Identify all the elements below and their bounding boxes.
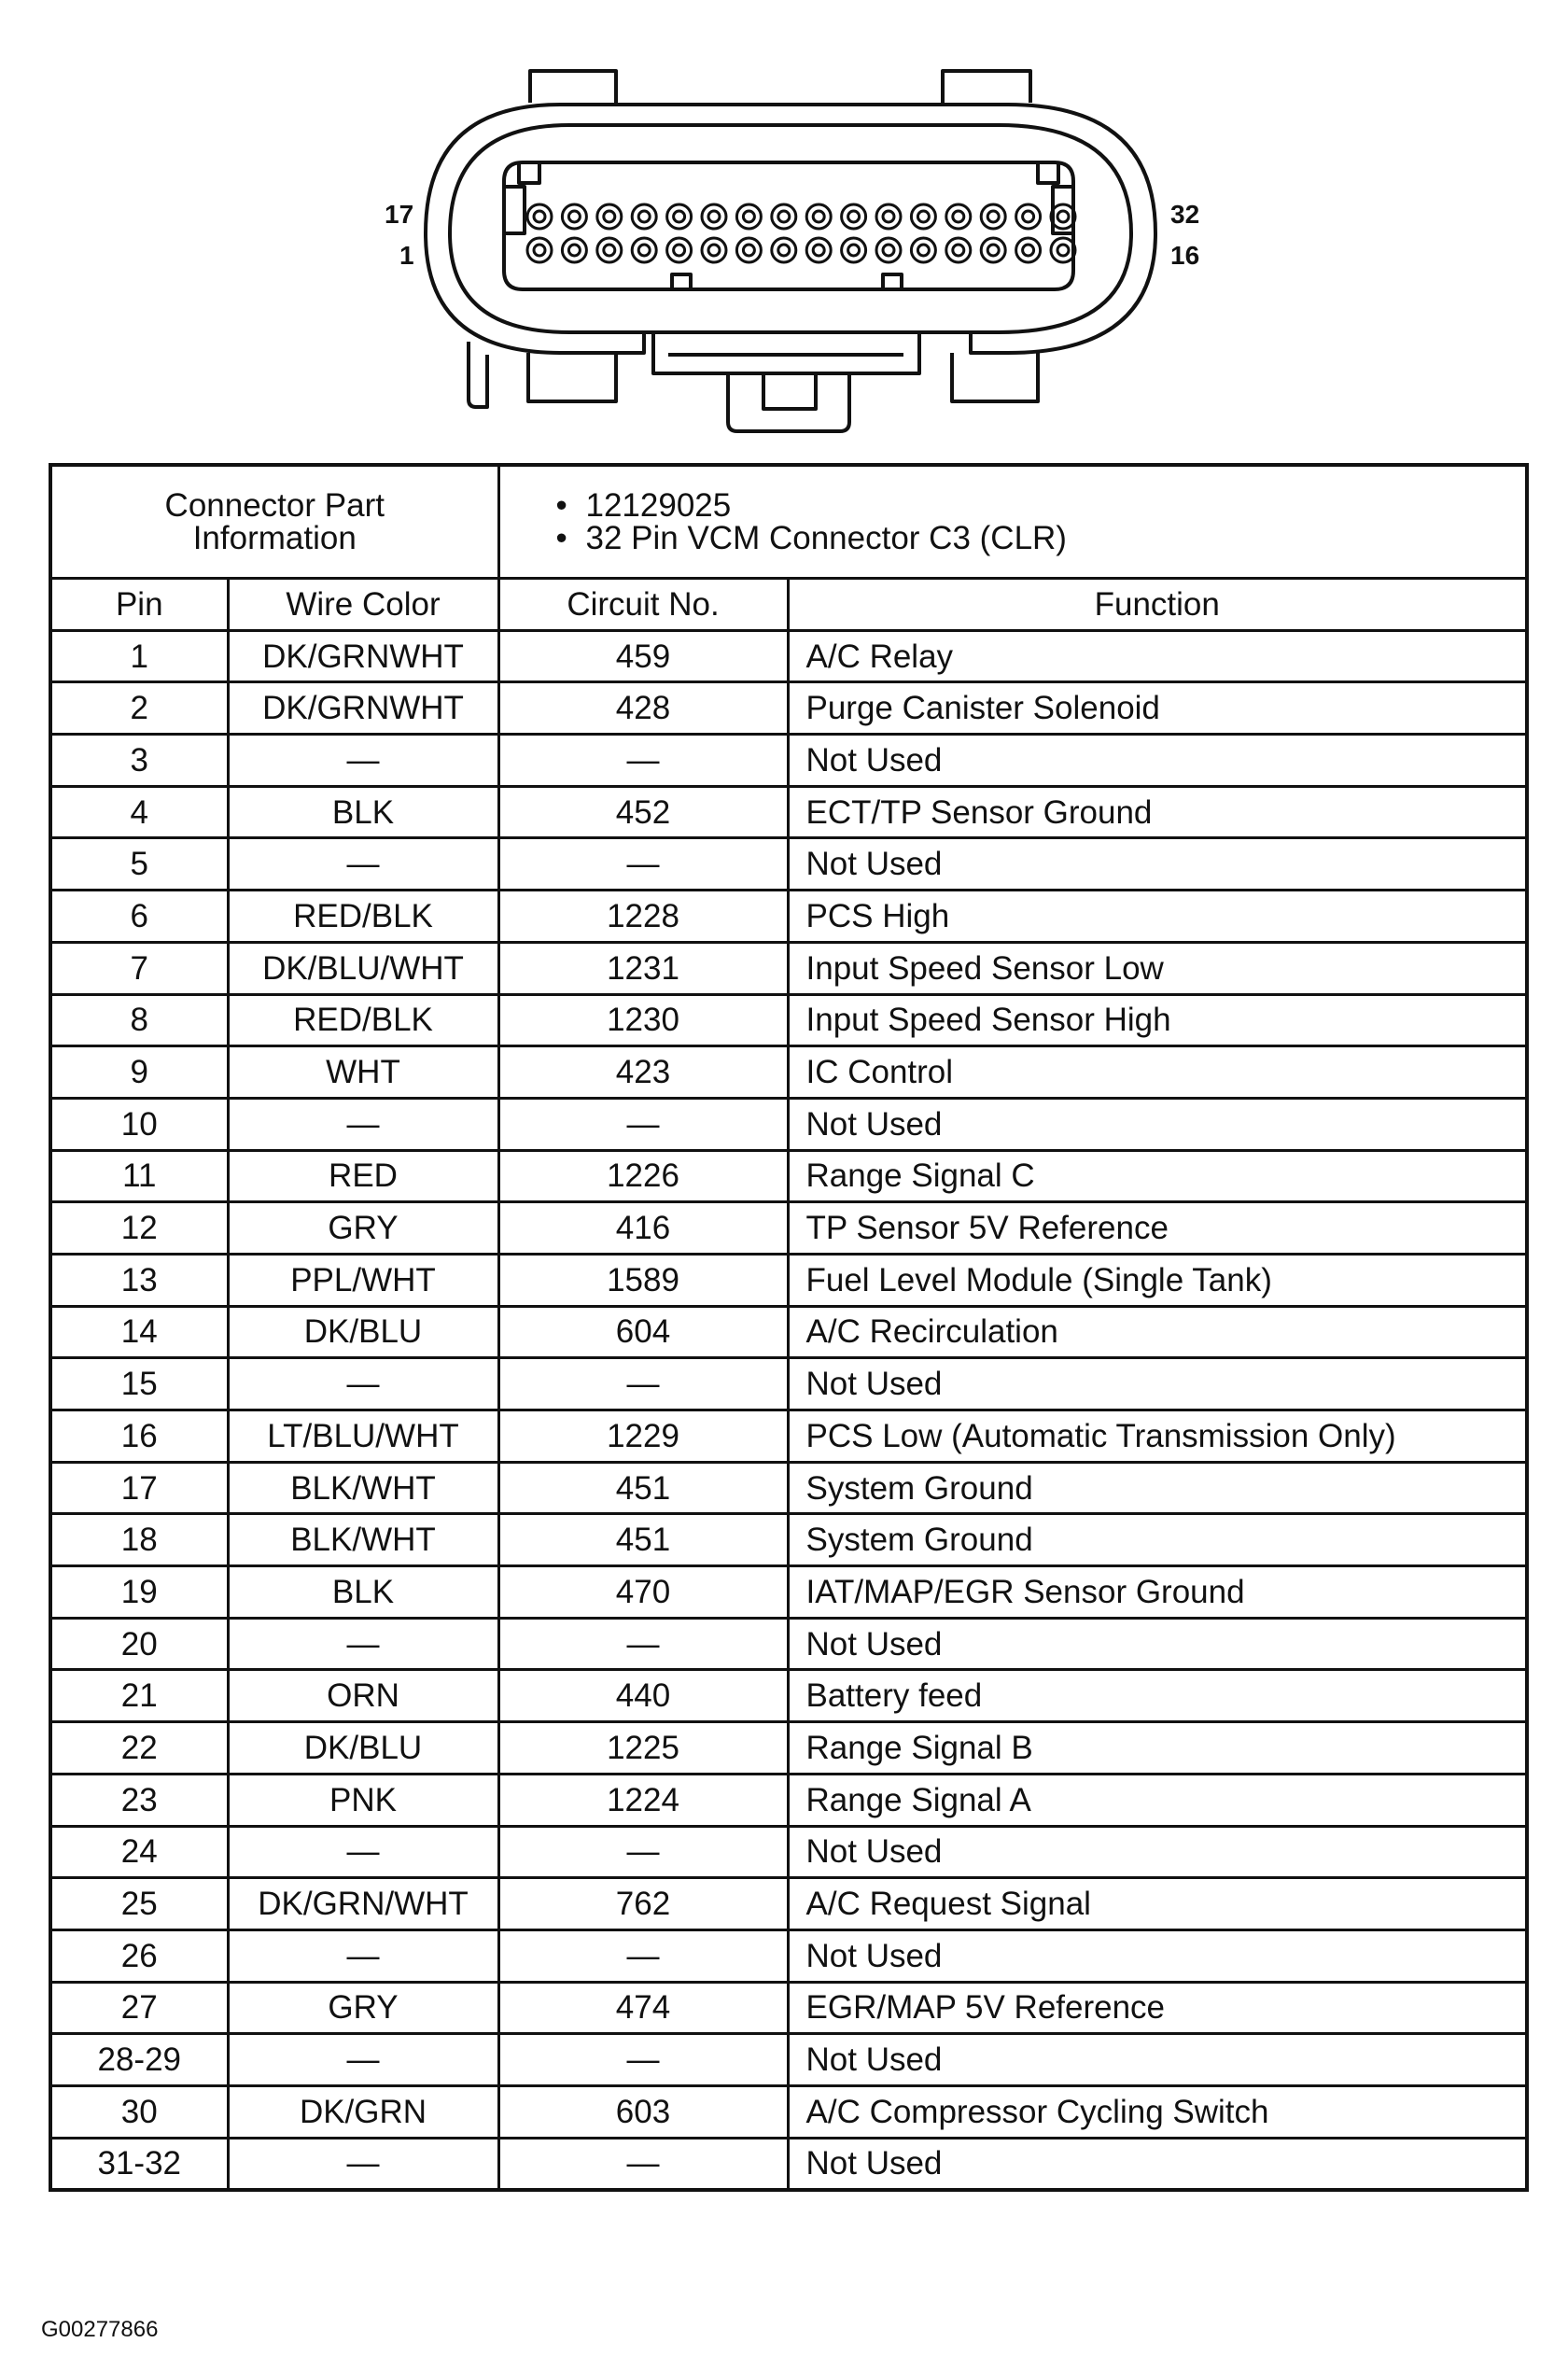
table-row [50, 1774, 1527, 1826]
pin-cell: 16 [50, 1410, 228, 1463]
wire-color-cell: RED [228, 1150, 498, 1202]
function-cell: EGR/MAP 5V Reference [788, 1982, 1527, 2034]
pin-hole [667, 238, 692, 262]
header-circuit-no: Circuit No. [498, 579, 788, 631]
function-cell: TP Sensor 5V Reference [788, 1202, 1527, 1255]
table-row [50, 838, 1527, 891]
pin-hole [1016, 238, 1041, 262]
pin-hole [736, 238, 761, 262]
pin-hole-center [1057, 211, 1069, 222]
table-row [50, 1929, 1527, 1982]
circuit-no-cell: 470 [498, 1566, 788, 1619]
pin-hole-center [743, 211, 754, 222]
pin-cell: 4 [50, 786, 228, 838]
pin-cell: 9 [50, 1046, 228, 1099]
table-row [50, 682, 1527, 735]
connector-description: • 32 Pin VCM Connector C3 (CLR) [555, 520, 1067, 556]
circuit-no-cell: — [498, 1358, 788, 1410]
function-cell: PCS High [788, 891, 1527, 943]
latch-lower [728, 373, 849, 431]
table-row [50, 1462, 1527, 1514]
table-row [50, 1046, 1527, 1099]
cavity-bottom-notch-left [672, 274, 691, 289]
circuit-no-cell: 1231 [498, 942, 788, 994]
pin-hole [876, 238, 901, 262]
table-row [50, 1306, 1527, 1358]
function-cell: Not Used [788, 2034, 1527, 2086]
wire-color-cell: — [228, 1929, 498, 1982]
connector-info-values [498, 465, 1527, 579]
function-cell: A/C Compressor Cycling Switch [788, 2085, 1527, 2138]
pin-hole [772, 204, 796, 229]
wire-color-cell: ORN [228, 1670, 498, 1722]
pin-hole-center [883, 211, 894, 222]
circuit-no-cell: — [498, 735, 788, 787]
pin-hole-center [987, 211, 999, 222]
header-pin: Pin [50, 579, 228, 631]
wire-color-cell: DK/BLU [228, 1306, 498, 1358]
pin-hole-center [743, 245, 754, 256]
function-cell: A/C Request Signal [788, 1878, 1527, 1930]
pin-hole-center [813, 245, 824, 256]
pin-cell: 22 [50, 1722, 228, 1775]
table-row [50, 1150, 1527, 1202]
pin-cell: 20 [50, 1618, 228, 1670]
top-right-tab [943, 71, 1030, 103]
pin-cell: 5 [50, 838, 228, 891]
circuit-no-cell: 1589 [498, 1254, 788, 1306]
cavity-left-key [504, 187, 525, 233]
table-row [50, 735, 1527, 787]
pin-cell: 10 [50, 1098, 228, 1150]
circuit-no-cell: — [498, 1618, 788, 1670]
wire-color-cell: — [228, 1826, 498, 1878]
function-cell: System Ground [788, 1462, 1527, 1514]
pin-hole [632, 238, 656, 262]
pin-hole-center [848, 211, 860, 222]
pin-cell: 6 [50, 891, 228, 943]
pin-hole [946, 238, 971, 262]
table-row [50, 2138, 1527, 2190]
function-cell: System Ground [788, 1514, 1527, 1566]
pin-cell: 26 [50, 1929, 228, 1982]
pin-hole [736, 204, 761, 229]
function-cell: ECT/TP Sensor Ground [788, 786, 1527, 838]
wire-color-cell: DK/GRNWHT [228, 682, 498, 735]
wire-color-cell: PNK [228, 1774, 498, 1826]
circuit-no-cell: 451 [498, 1462, 788, 1514]
wire-color-cell: — [228, 2034, 498, 2086]
function-cell: Not Used [788, 1098, 1527, 1150]
table-row [50, 1826, 1527, 1878]
latch-lower-detail [763, 373, 816, 409]
circuit-no-cell: 474 [498, 1982, 788, 2034]
pin-label-17: 17 [385, 200, 414, 229]
function-cell: Fuel Level Module (Single Tank) [788, 1254, 1527, 1306]
pin-cell: 8 [50, 994, 228, 1046]
pin-hole [842, 238, 866, 262]
circuit-no-cell: 1230 [498, 994, 788, 1046]
function-cell: Range Signal B [788, 1722, 1527, 1775]
function-cell: Range Signal A [788, 1774, 1527, 1826]
wire-color-cell: — [228, 1358, 498, 1410]
cavity-top-notch-left [519, 162, 539, 183]
table-row [50, 1722, 1527, 1775]
circuit-no-cell: 428 [498, 682, 788, 735]
pin-cell: 3 [50, 735, 228, 787]
connector-info-label: Connector Part Information [50, 465, 498, 579]
pin-hole [911, 238, 935, 262]
pin-label-1: 1 [399, 241, 414, 270]
circuit-no-cell: 451 [498, 1514, 788, 1566]
circuit-no-cell: 1228 [498, 891, 788, 943]
pin-hole-center [778, 245, 790, 256]
pin-hole-center [1023, 245, 1034, 256]
pin-hole-center [708, 211, 720, 222]
function-cell: Not Used [788, 2138, 1527, 2190]
pin-cell: 17 [50, 1462, 228, 1514]
wire-color-cell: — [228, 838, 498, 891]
wire-color-cell: RED/BLK [228, 891, 498, 943]
top-left-tab [530, 71, 616, 103]
pin-hole [1016, 204, 1041, 229]
circuit-no-cell: 416 [498, 1202, 788, 1255]
table-row [50, 994, 1527, 1046]
function-cell: Input Speed Sensor Low [788, 942, 1527, 994]
wire-color-cell: DK/BLU [228, 1722, 498, 1775]
function-cell: Not Used [788, 735, 1527, 787]
table-row [50, 630, 1527, 682]
table-row [50, 1878, 1527, 1930]
pin-label-16: 16 [1170, 241, 1200, 270]
circuit-no-cell: 762 [498, 1878, 788, 1930]
pin-hole [876, 204, 901, 229]
pin-hole-center [638, 211, 650, 222]
table-row [50, 2034, 1527, 2086]
header-row [50, 579, 1527, 631]
table-row [50, 1358, 1527, 1410]
pin-hole [597, 204, 622, 229]
circuit-no-cell: — [498, 1826, 788, 1878]
connector-diagram [0, 0, 1568, 448]
function-cell: IAT/MAP/EGR Sensor Ground [788, 1566, 1527, 1619]
circuit-no-cell: 603 [498, 2085, 788, 2138]
function-cell: Battery feed [788, 1670, 1527, 1722]
circuit-no-cell: — [498, 1098, 788, 1150]
pin-cell: 11 [50, 1150, 228, 1202]
pin-hole-center [708, 245, 720, 256]
pin-cell: 31-32 [50, 2138, 228, 2190]
pin-hole [702, 204, 726, 229]
table-row [50, 786, 1527, 838]
wire-color-cell: DK/GRN [228, 2085, 498, 2138]
table-row [50, 891, 1527, 943]
pin-hole-center [778, 211, 790, 222]
pin-hole [772, 238, 796, 262]
wire-color-cell: — [228, 1618, 498, 1670]
cavity-top-notch-right [1038, 162, 1058, 183]
wire-color-cell: — [228, 1098, 498, 1150]
pin-hole-center [953, 245, 964, 256]
function-cell: Not Used [788, 1358, 1527, 1410]
pin-hole-center [1057, 245, 1069, 256]
circuit-no-cell: — [498, 2034, 788, 2086]
cavity-bottom-notch-right [883, 274, 902, 289]
function-cell: IC Control [788, 1046, 1527, 1099]
circuit-no-cell: 452 [498, 786, 788, 838]
circuit-no-cell: 604 [498, 1306, 788, 1358]
pin-holes [527, 204, 1075, 262]
table-row [50, 1566, 1527, 1619]
pin-hole [527, 238, 552, 262]
pin-hole [702, 238, 726, 262]
pin-cell: 30 [50, 2085, 228, 2138]
pin-hole [667, 204, 692, 229]
circuit-no-cell: 440 [498, 1670, 788, 1722]
function-cell: Purge Canister Solenoid [788, 682, 1527, 735]
table-row [50, 1514, 1527, 1566]
circuit-no-cell: — [498, 2138, 788, 2190]
circuit-no-cell: 1224 [498, 1774, 788, 1826]
pin-hole-center [604, 245, 615, 256]
pin-hole [981, 238, 1005, 262]
table-row [50, 1098, 1527, 1150]
left-post [469, 342, 487, 407]
part-number: • 12129025 [555, 487, 732, 524]
wire-color-cell: DK/BLU/WHT [228, 942, 498, 994]
function-cell: PCS Low (Automatic Transmission Only) [788, 1410, 1527, 1463]
pin-cell: 1 [50, 630, 228, 682]
header-wire-color: Wire Color [228, 579, 498, 631]
table-row [50, 1202, 1527, 1255]
table-row [50, 1254, 1527, 1306]
function-cell: Not Used [788, 1826, 1527, 1878]
pin-hole [562, 238, 586, 262]
header-function: Function [788, 579, 1527, 631]
pin-hole [946, 204, 971, 229]
table-row [50, 942, 1527, 994]
pin-cell: 2 [50, 682, 228, 735]
pin-hole [597, 238, 622, 262]
circuit-no-cell: 1229 [498, 1410, 788, 1463]
function-cell: A/C Recirculation [788, 1306, 1527, 1358]
circuit-no-cell: — [498, 1929, 788, 1982]
pin-hole-center [534, 211, 545, 222]
table-row [50, 1410, 1527, 1463]
pin-hole-center [917, 211, 929, 222]
pin-hole [981, 204, 1005, 229]
pin-cell: 21 [50, 1670, 228, 1722]
pin-hole [527, 204, 552, 229]
pin-hole [632, 204, 656, 229]
table-row [50, 1618, 1527, 1670]
wire-color-cell: BLK [228, 1566, 498, 1619]
wire-color-cell: PPL/WHT [228, 1254, 498, 1306]
pin-hole [842, 204, 866, 229]
circuit-no-cell: 459 [498, 630, 788, 682]
connector-info-row [50, 465, 1527, 579]
function-cell: Input Speed Sensor High [788, 994, 1527, 1046]
pin-hole-center [813, 211, 824, 222]
wire-color-cell: LT/BLU/WHT [228, 1410, 498, 1463]
pin-hole-center [674, 211, 685, 222]
table-row [50, 1982, 1527, 2034]
wire-color-cell: — [228, 735, 498, 787]
pin-cell: 24 [50, 1826, 228, 1878]
wire-color-cell: GRY [228, 1982, 498, 2034]
pin-cell: 27 [50, 1982, 228, 2034]
pin-hole-center [987, 245, 999, 256]
pin-cell: 7 [50, 942, 228, 994]
circuit-no-cell: — [498, 838, 788, 891]
pin-cell: 13 [50, 1254, 228, 1306]
pin-cell: 18 [50, 1514, 228, 1566]
pin-hole-center [638, 245, 650, 256]
function-cell: Range Signal C [788, 1150, 1527, 1202]
pin-hole [911, 204, 935, 229]
circuit-no-cell: 1226 [498, 1150, 788, 1202]
pin-hole-center [883, 245, 894, 256]
circuit-no-cell: 1225 [498, 1722, 788, 1775]
wire-color-cell: DK/GRNWHT [228, 630, 498, 682]
pin-hole-center [568, 245, 580, 256]
bottom-left-tab [528, 353, 616, 401]
pin-hole-center [1023, 211, 1034, 222]
pin-cell: 14 [50, 1306, 228, 1358]
wire-color-cell: WHT [228, 1046, 498, 1099]
wire-color-cell: GRY [228, 1202, 498, 1255]
wire-color-cell: — [228, 2138, 498, 2190]
pin-cell: 12 [50, 1202, 228, 1255]
pin-hole-center [674, 245, 685, 256]
function-cell: Not Used [788, 838, 1527, 891]
circuit-no-cell: 423 [498, 1046, 788, 1099]
pin-hole-center [848, 245, 860, 256]
table-row [50, 1670, 1527, 1722]
pin-hole-center [568, 211, 580, 222]
function-cell: Not Used [788, 1929, 1527, 1982]
wire-color-cell: RED/BLK [228, 994, 498, 1046]
wire-color-cell: BLK/WHT [228, 1514, 498, 1566]
table-row [50, 2085, 1527, 2138]
figure-code: G00277866 [41, 2317, 159, 2342]
pin-label-32: 32 [1170, 200, 1200, 229]
pin-cell: 23 [50, 1774, 228, 1826]
wire-color-cell: BLK/WHT [228, 1462, 498, 1514]
pin-cell: 25 [50, 1878, 228, 1930]
pin-hole-center [534, 245, 545, 256]
wire-color-cell: BLK [228, 786, 498, 838]
wire-color-cell: DK/GRN/WHT [228, 1878, 498, 1930]
function-cell: Not Used [788, 1618, 1527, 1670]
pin-hole [806, 204, 831, 229]
bottom-right-tab [952, 353, 1038, 401]
pin-cell: 15 [50, 1358, 228, 1410]
pin-hole [806, 238, 831, 262]
pin-hole [562, 204, 586, 229]
pin-cell: 28-29 [50, 2034, 228, 2086]
pin-hole-center [953, 211, 964, 222]
pin-hole-center [604, 211, 615, 222]
connector-pin-table [49, 463, 1529, 2192]
pin-hole-center [917, 245, 929, 256]
function-cell: A/C Relay [788, 630, 1527, 682]
pin-cell: 19 [50, 1566, 228, 1619]
